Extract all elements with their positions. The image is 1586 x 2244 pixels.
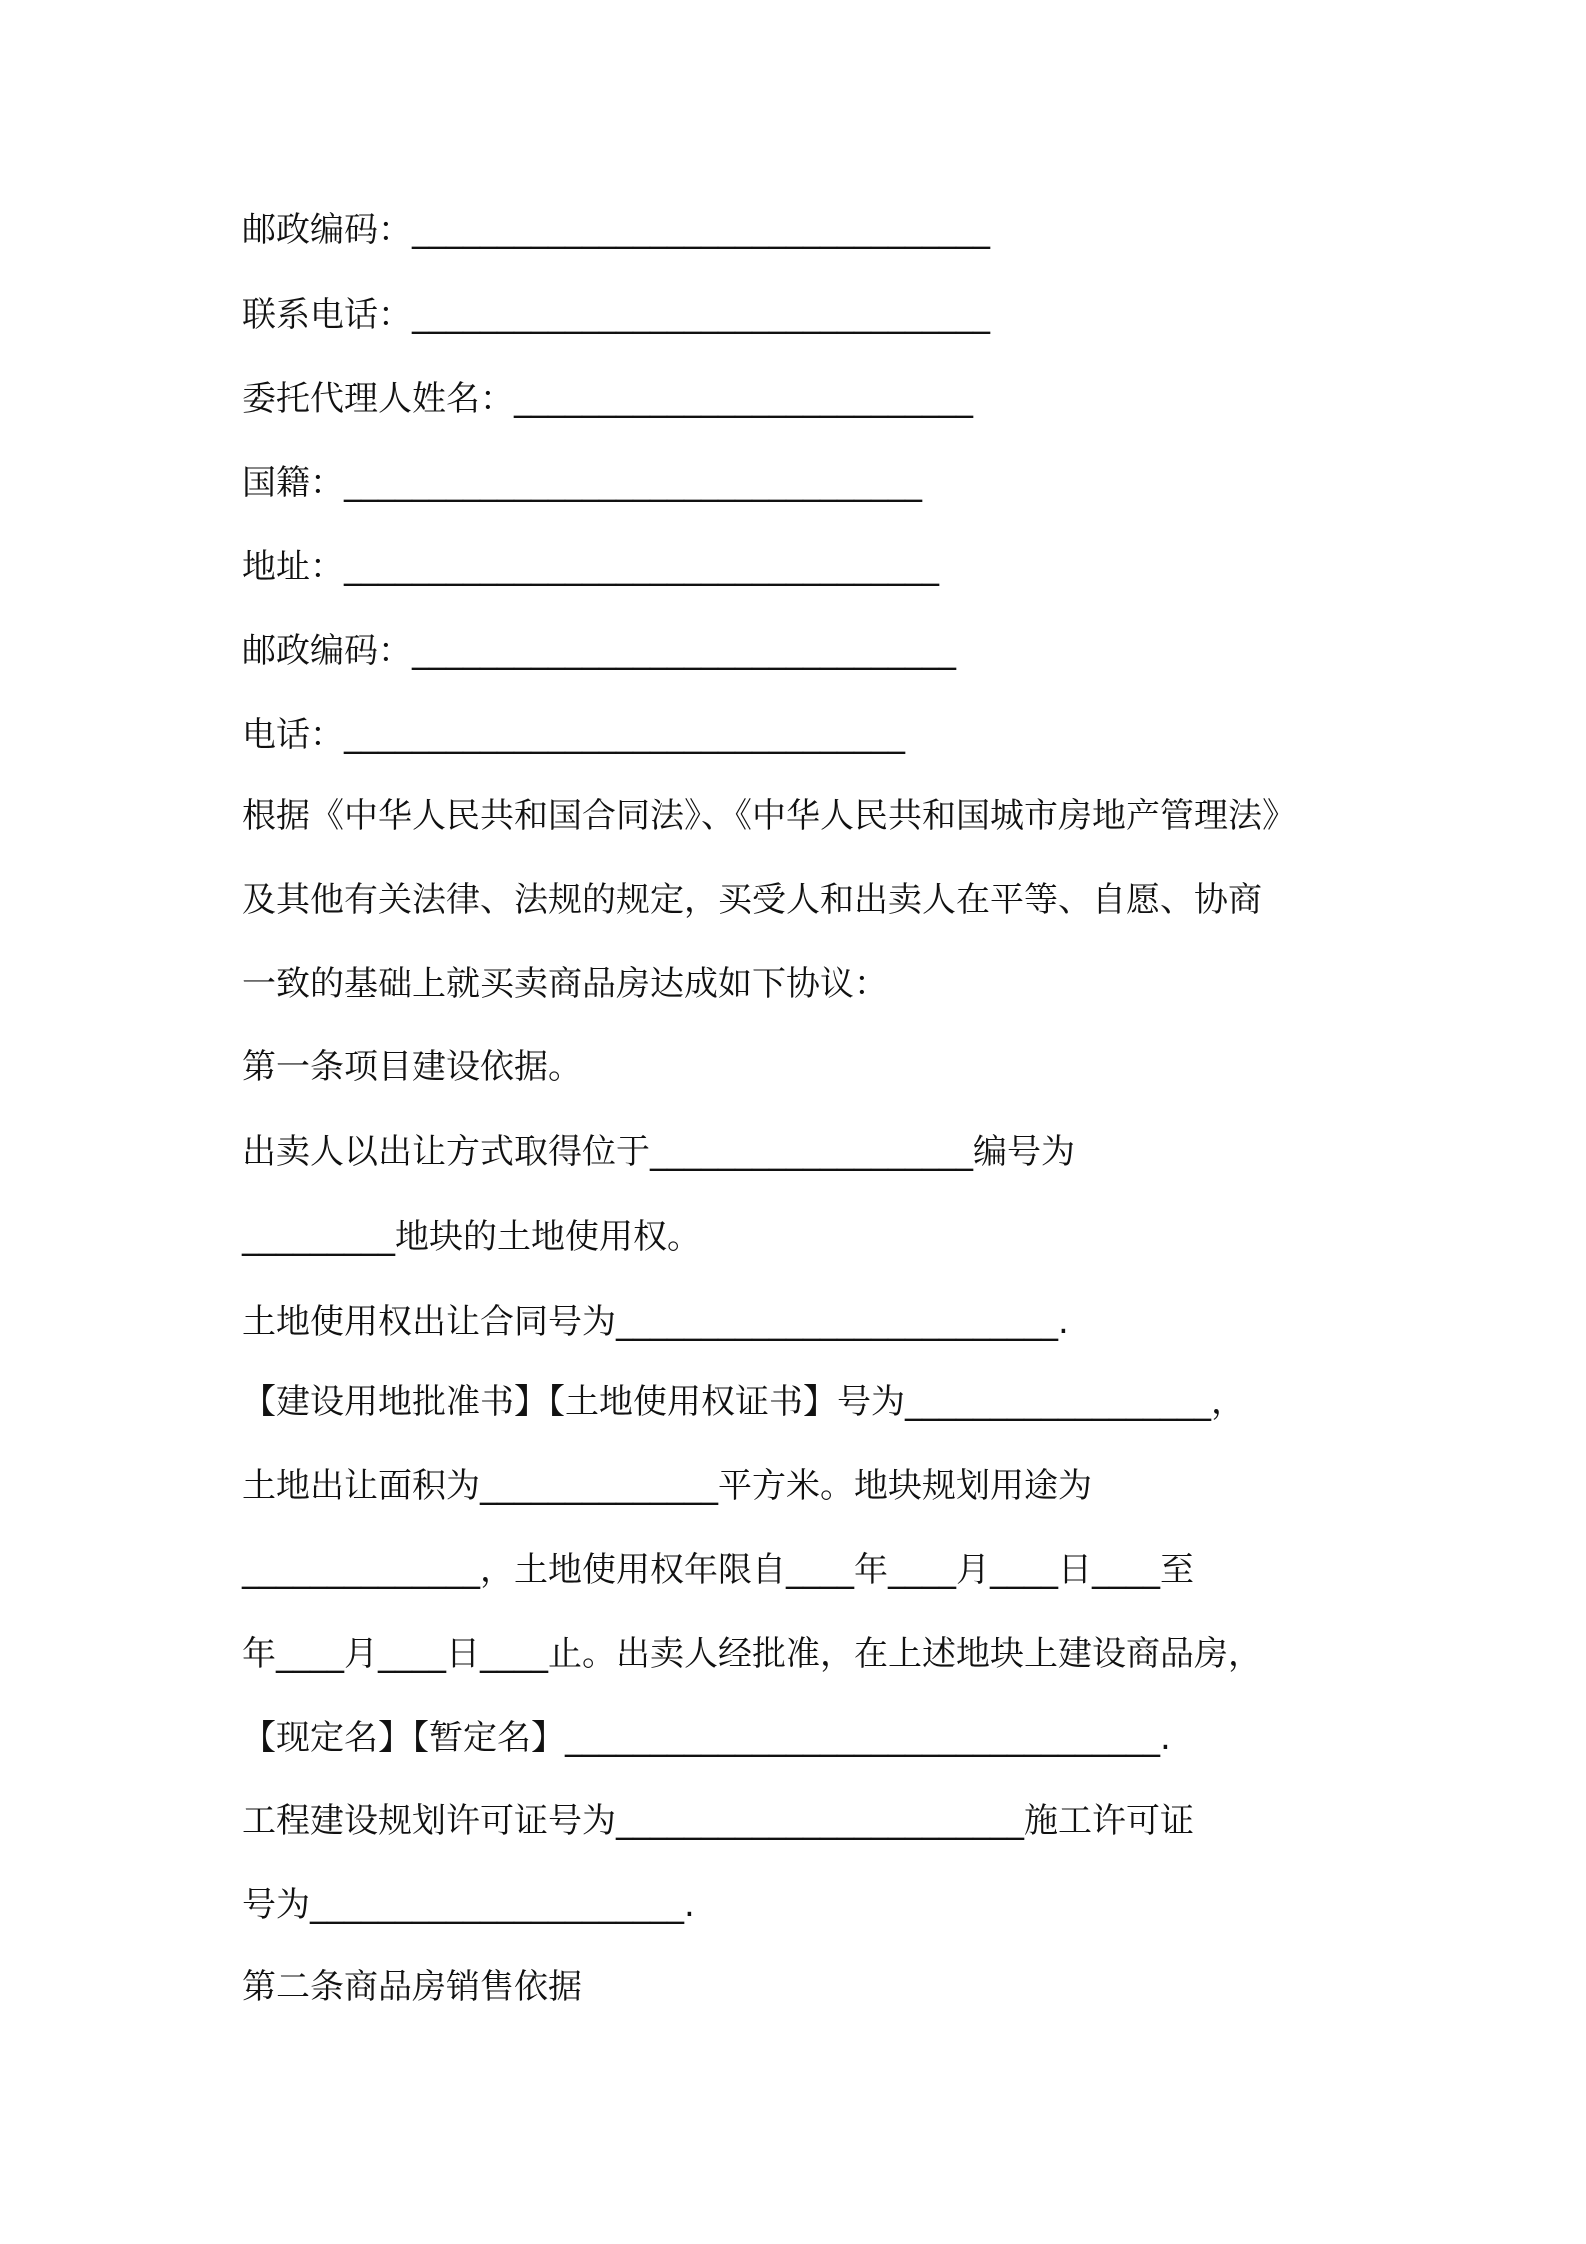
article-1-line-6: ______________，土地使用权年限自____年____月____日____至	[242, 1550, 1194, 1590]
address-line: 地址：___________________________________	[242, 547, 939, 587]
buyer-postal-code-line: 邮政编码：__________________________________	[242, 210, 990, 250]
agent-name-line: 委托代理人姓名：___________________________	[242, 379, 973, 419]
agent-phone-line: 电话：_________________________________	[242, 715, 905, 755]
buyer-phone-line: 联系电话：__________________________________	[242, 295, 990, 335]
article-1-line-8: 【现定名】【暂定名】___________________________________.	[242, 1718, 1171, 1758]
article-1-line-7: 年____月____日____止。出卖人经批准，在上述地块上建设商品房，	[242, 1634, 1262, 1674]
article-1-line-1: 出卖人以出让方式取得位于___________________编号为	[242, 1132, 1075, 1172]
preamble-line-3: 一致的基础上就买卖商品房达成如下协议：	[242, 964, 888, 1004]
article-1-line-3: 土地使用权出让合同号为__________________________.	[242, 1302, 1069, 1342]
nationality-line: 国籍：__________________________________	[242, 463, 922, 503]
article-1-line-5: 土地出让面积为______________平方米。地块规划用途为	[242, 1466, 1092, 1506]
article-1-line-2: _________地块的土地使用权。	[242, 1217, 701, 1257]
article-2-heading: 第二条商品房销售依据	[242, 1967, 582, 2007]
agent-postal-code-line: 邮政编码：________________________________	[242, 631, 956, 671]
article-1-line-9: 工程建设规划许可证号为________________________施工许可证	[242, 1801, 1194, 1841]
preamble-line-1: 根据《中华人民共和国合同法》、《中华人民共和国城市房地产管理法》	[242, 796, 1296, 836]
article-1-heading: 第一条项目建设依据。	[242, 1047, 582, 1087]
article-1-line-10: 号为______________________.	[242, 1885, 695, 1925]
preamble-line-2: 及其他有关法律、法规的规定，买受人和出卖人在平等、自愿、协商	[242, 880, 1262, 920]
article-1-line-4: 【建设用地批准书】【土地使用权证书】号为__________________，	[242, 1382, 1245, 1422]
